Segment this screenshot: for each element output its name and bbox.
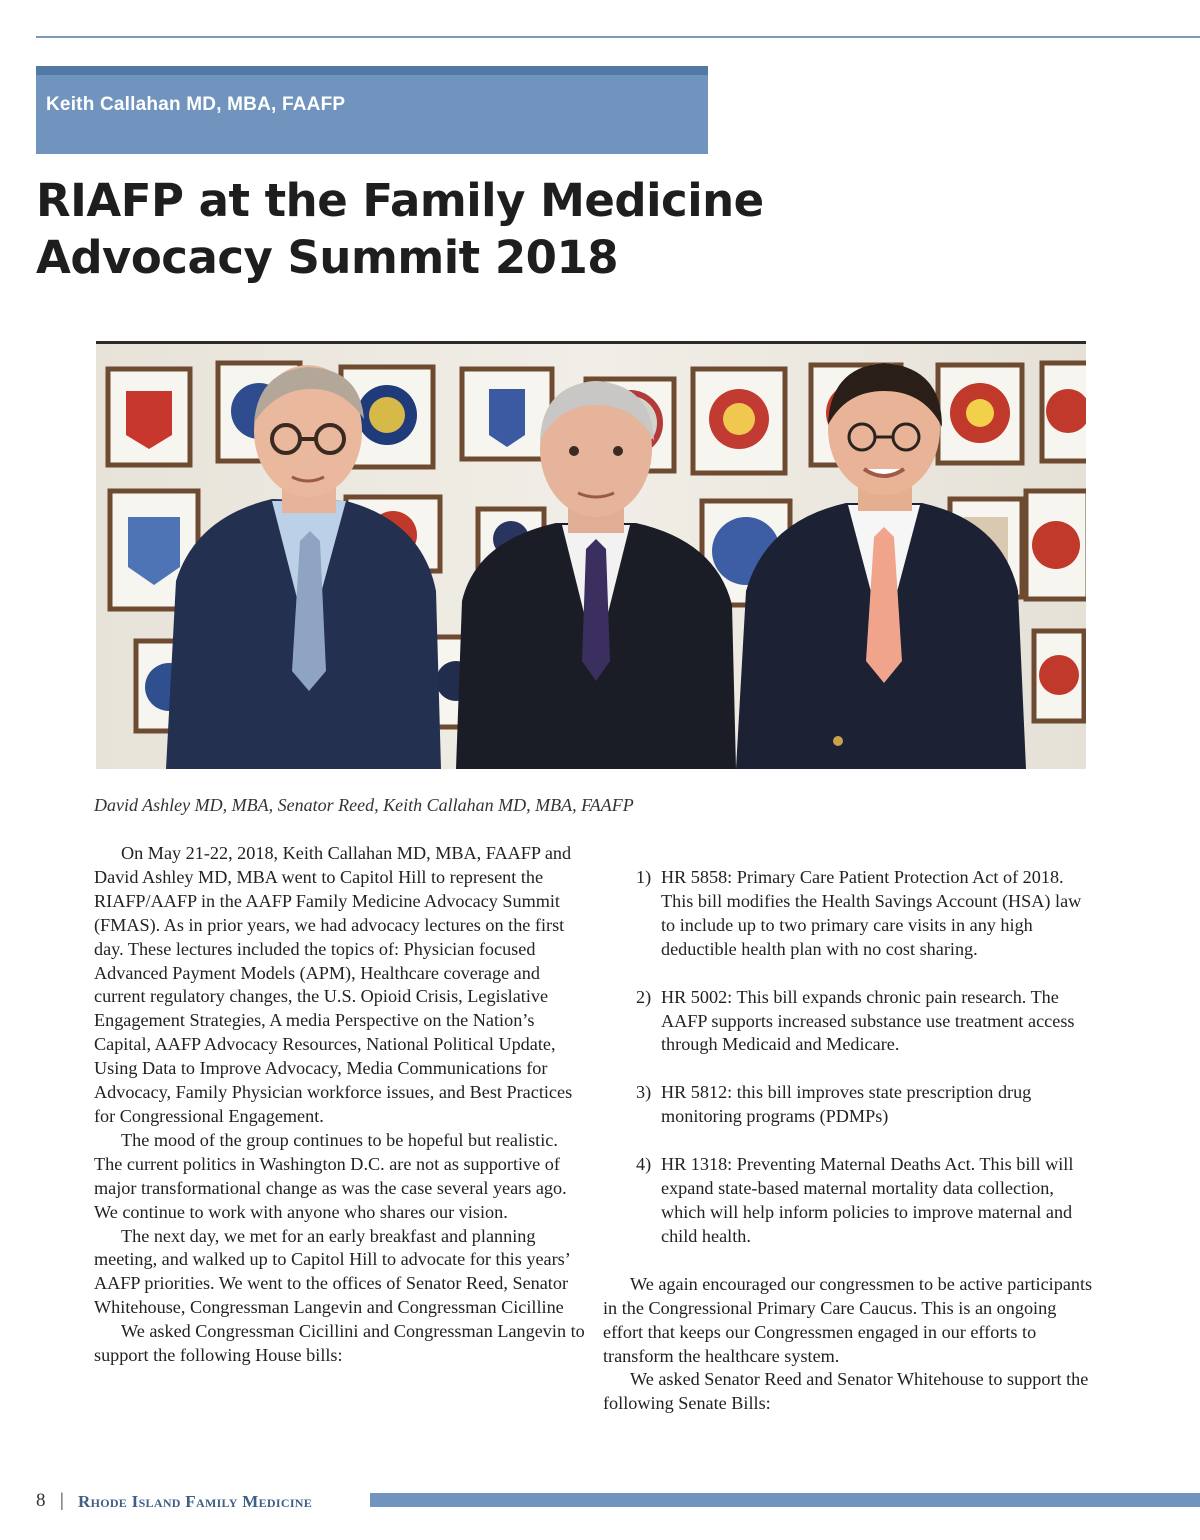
right-column (603, 866, 1093, 1416)
left-column (94, 842, 586, 1368)
author-name: Keith Callahan MD, MBA, FAAFP (46, 94, 346, 115)
bill-number: 1) (636, 867, 652, 887)
bill-text: HR 5002: This bill expands chronic pain research. The AAFP supports increased substance use treatment access through Medicaid and Medicare. (661, 986, 1075, 1055)
paragraph-next-day: The next day, we met for an early breakfast and planning meeting, and walked up to Capitol Hill to advocate for this years’ AAFP priorities. We went to the offices of Senator Reed, Senator Whitehouse, Congressman Langevin and Congressman Cicilline (94, 1225, 570, 1318)
article-title (36, 172, 796, 286)
bill-number: 4) (636, 1154, 652, 1175)
bill-number: 2) (636, 986, 652, 1007)
title-line-2: Advocacy Summit 2018 (36, 231, 619, 284)
photo-caption: David Ashley MD, MBA, Senator Reed, Keith Callahan MD, MBA, FAAFP (94, 795, 634, 815)
bill-text: HR 5812: this bill improves state prescription drug monitoring programs (PDMPs) (661, 1082, 1032, 1127)
paragraph-senate-bills: We asked Senator Reed and Senator Whitehouse to support the following Senate Bills: (603, 1369, 1089, 1414)
bill-item (603, 1081, 1093, 1129)
bill-number: 3) (636, 1082, 652, 1103)
group-photo (96, 341, 1086, 769)
paragraph-house-bills: We asked Congressman Cicillini and Congressman Langevin to support the following House bills: (94, 1321, 585, 1366)
footer-bar (370, 1493, 1200, 1507)
paragraph-mood: The mood of the group continues to be hopeful but realistic. The current politics in Washington D.C. are not as supportive of major transformational change as was the case several years ago. We continue to work with anyone who shares our vision. (94, 1129, 567, 1222)
bill-text: HR 1318: Preventing Maternal Deaths Act. This bill will expand state-based maternal mortality data collection, which will help inform policies to improve maternal and child health. (661, 1154, 1074, 1246)
paragraph-caucus: We again encouraged our congressmen to be active participants in the Congressional Primary Care Caucus. This is an ongoing effort that keeps our Congressmen engaged in our efforts to transform the healthcare system. (603, 1273, 1093, 1366)
author-band-accent (36, 66, 708, 75)
top-rule (36, 36, 1200, 38)
author-band (36, 66, 708, 154)
page-number: 8 (36, 1490, 46, 1511)
paragraph-intro: On May 21-22, 2018, Keith Callahan MD, MBA, FAAFP and David Ashley MD, MBA went to Capitol Hill to represent the RIAFP/AAFP in the AAFP Family Medicine Advocacy Summit (FMAS). As in prior years, we had advocacy lectures on the first day. These lectures included the topics of: Physician focused Advanced Payment Models (APM), Healthcare coverage and current regulatory changes, the U.S. Opioid Crisis, Legislative Engagement Strategies, A media Perspective on the Nation’s Capital, AAFP Advocacy Resources, National Political Update, Using Data to Improve Advocacy, Media Communications for Advocacy, Family Physician workforce issues, and Best Practices for Congressional Engagement. (94, 843, 573, 1126)
bill-item (603, 986, 1093, 1058)
footer-separator: | (60, 1490, 64, 1511)
bill-text: HR 5858: Primary Care Patient Protection Act of 2018. This bill modifies the Health Savings Account (HSA) law to include up to two primary care visits in any high deductible health plan with no cost sharing. (661, 867, 1082, 959)
bill-item (603, 1153, 1093, 1249)
title-line-1: RIAFP at the Family Medicine (36, 174, 764, 227)
publication-name: Rhode Island Family Medicine (78, 1492, 313, 1511)
group-photo-illustration (96, 341, 1086, 769)
bill-item (603, 866, 1093, 962)
